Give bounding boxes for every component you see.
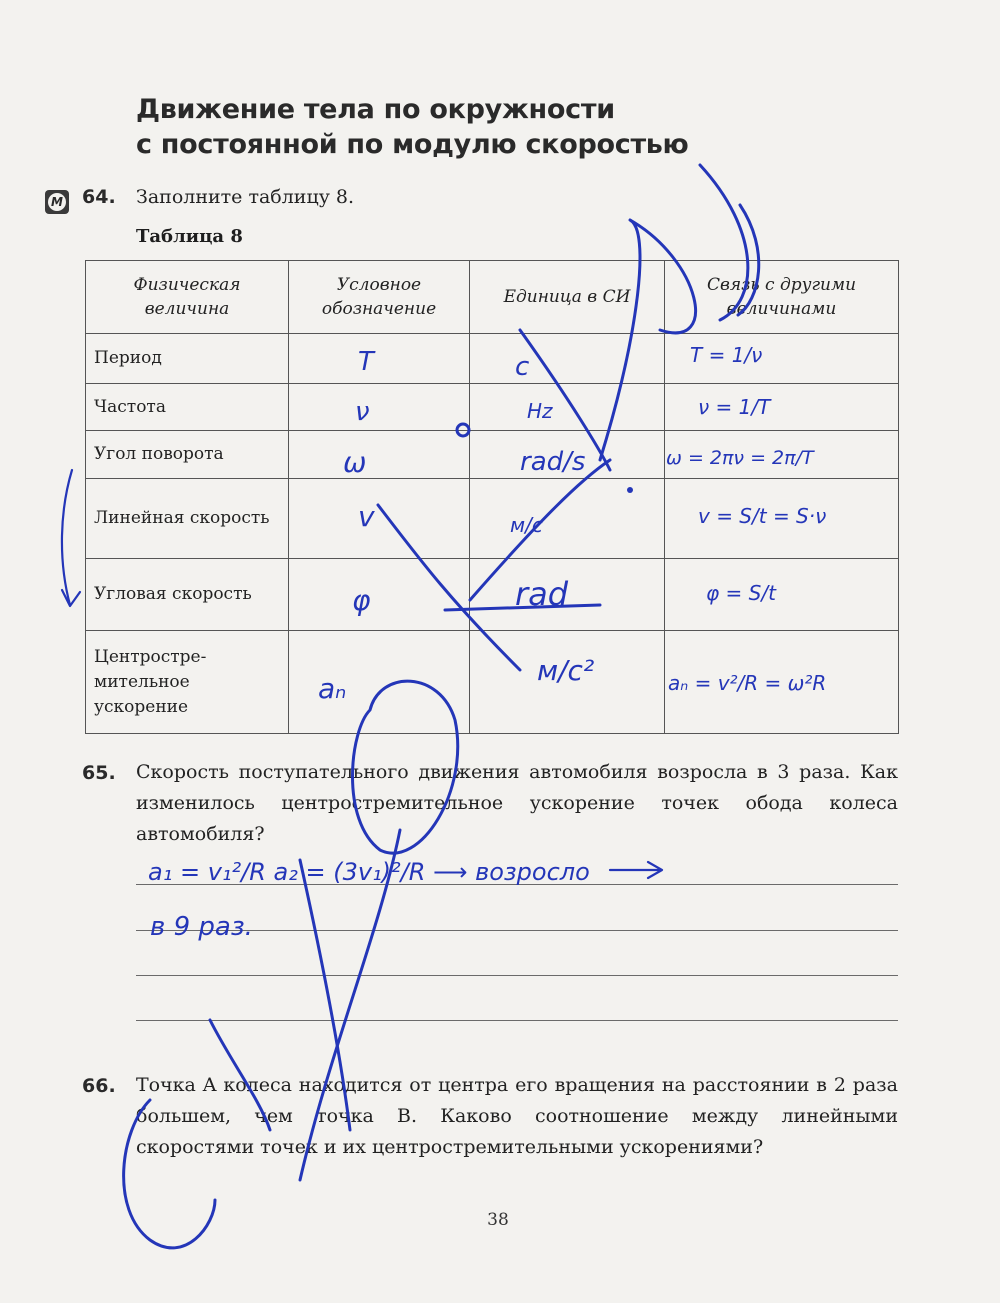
table-row <box>86 479 899 559</box>
task-66-text: Точка A колеса находится от центра его вращения на расстоянии в 2 раза большем, чем точка B. Каково соотношение между линейными скоростями точек и их центростремительными ускорениями? <box>136 1074 898 1158</box>
hw-relation: φ = S/t <box>706 581 776 605</box>
quantities-table <box>85 260 899 734</box>
table-row <box>86 431 899 479</box>
hw-symbol: ω <box>343 446 367 479</box>
page-number: 38 <box>487 1210 509 1230</box>
header-quantity: Физическая величина <box>86 261 289 334</box>
hw-symbol: v <box>358 500 375 533</box>
answer-line <box>136 884 898 885</box>
header-si-unit: Единица в СИ <box>470 261 665 334</box>
hw-relation: T = 1/ν <box>690 343 763 367</box>
hw-relation: v = S/t = S·ν <box>698 504 827 528</box>
row-name: Период <box>86 334 289 384</box>
task-64-text: Заполните таблицу 8. <box>136 186 355 208</box>
hw-relation: ω = 2πν = 2π/T <box>666 447 814 469</box>
chapter-title <box>136 92 736 162</box>
hw-unit: Hz <box>527 399 553 423</box>
row-name: Центростре-мительное ускорение <box>86 631 289 734</box>
header-relation: Связь с другими величинами <box>665 261 899 334</box>
hw-symbol: T <box>358 347 374 377</box>
table-caption: Таблица 8 <box>136 226 243 247</box>
hw-answer-line2: в 9 раз. <box>150 912 253 942</box>
task-65-text: Скорость поступательного движения автомобиля возросла в 3 раза. Как изменилось центростремительное ускорение точек обода колеса автомобиля? <box>136 761 898 845</box>
row-name: Угол поворота <box>86 431 289 479</box>
header-symbol: Условное обозначение <box>289 261 470 334</box>
hw-unit: м/c <box>510 513 543 537</box>
hw-unit: c <box>515 352 530 382</box>
hw-symbol: aₙ <box>318 672 347 705</box>
row-name: Угловая скорость <box>86 559 289 631</box>
table-row <box>86 384 899 431</box>
badge-letter: М <box>48 193 66 211</box>
task-64-number: 64. <box>82 186 116 208</box>
hw-unit: м/c² <box>537 654 595 687</box>
answer-line <box>136 930 898 931</box>
task-65-number: 65. <box>82 762 116 784</box>
answer-line <box>136 1020 898 1021</box>
row-name: Частота <box>86 384 289 431</box>
hw-unit: rad <box>515 575 569 613</box>
m-badge-icon <box>45 190 69 214</box>
hw-relation: aₙ = v²/R = ω²R <box>668 671 827 695</box>
hw-arrow-icon <box>610 862 662 878</box>
chapter-title-line2: с постоянной по модулю скоростью <box>136 129 689 160</box>
row-name: Линейная скорость <box>86 479 289 559</box>
hw-symbol: ν <box>355 397 370 427</box>
scribble-arrow <box>62 470 72 605</box>
hw-relation: ν = 1/T <box>698 395 771 419</box>
table-row <box>86 559 899 631</box>
task-66-number: 66. <box>82 1075 116 1097</box>
hw-answer-line1: a₁ = v₁²/R a₂ = (3v₁)²/R ⟶ возросло <box>148 858 590 886</box>
chapter-title-line1: Движение тела по окружности <box>136 94 615 125</box>
hw-symbol: φ <box>352 584 371 617</box>
table-header-row <box>86 261 899 334</box>
table-row <box>86 631 899 734</box>
hw-unit: rad/s <box>520 447 586 477</box>
scribble-arrow-head <box>62 590 80 606</box>
table-row <box>86 334 899 384</box>
answer-line <box>136 975 898 976</box>
